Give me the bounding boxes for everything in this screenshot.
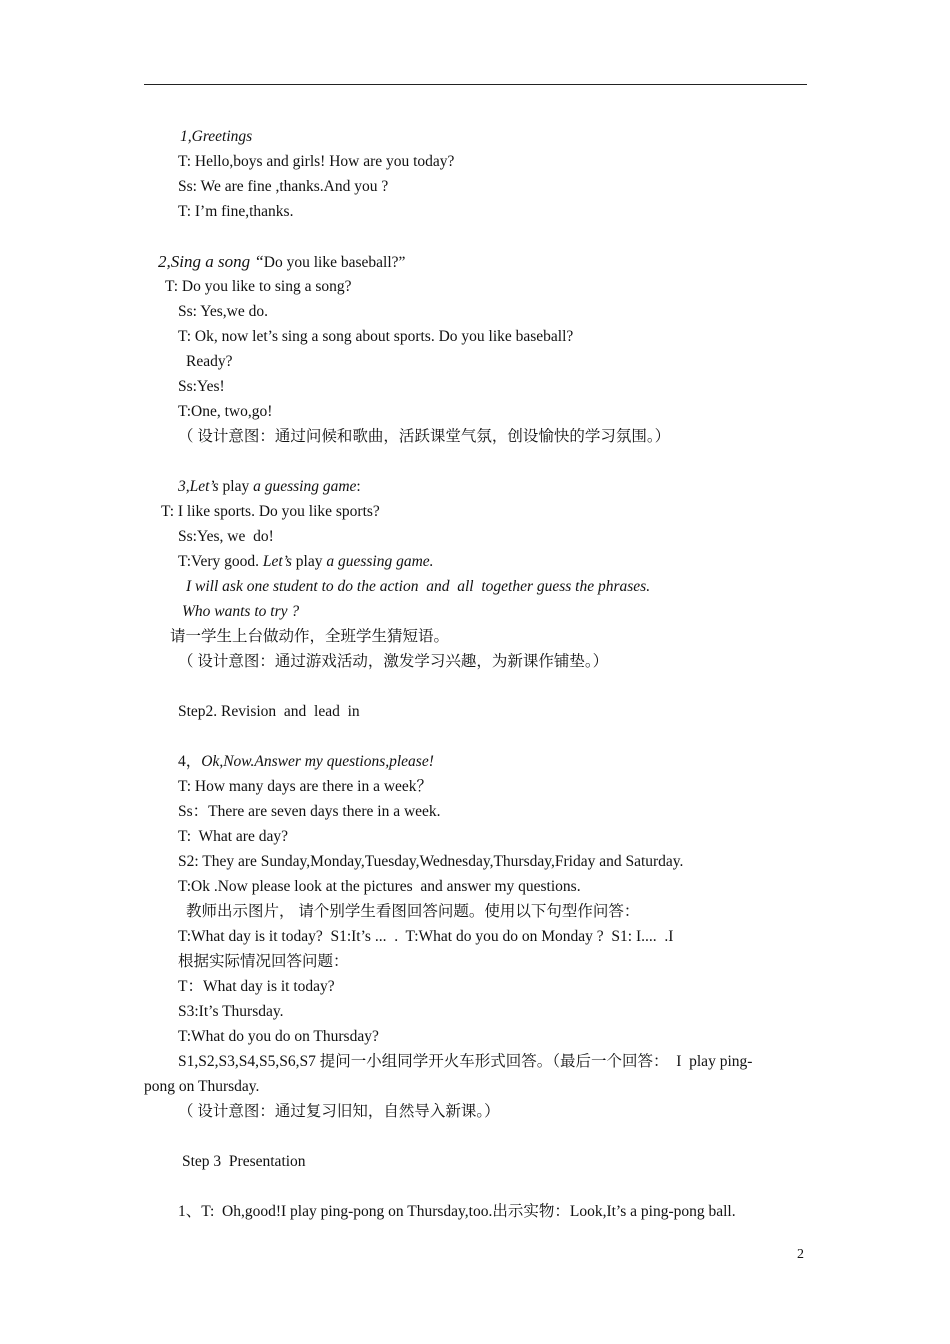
heading-italic: 2,Sing a song “ <box>158 252 264 271</box>
dialogue-line: T:What do you do on Thursday? <box>178 1028 379 1045</box>
step-heading: Step2. Revision and lead in <box>178 703 360 720</box>
heading-part: 4， <box>178 753 202 770</box>
dialogue-line: T: How many days are there in a week？ <box>178 778 433 795</box>
instruction-note: 根据实际情况回答问题： <box>178 953 349 970</box>
heading-part: a guessing game <box>249 478 357 495</box>
dialogue-line: T: Do you like to sing a song? <box>165 278 352 295</box>
dialogue-line: T:Ok .Now please look at the pictures and answer my questions. <box>178 878 581 895</box>
dialogue-line: Ready? <box>186 353 233 370</box>
dialogue-line: S1,S2,S3,S4,S5,S6,S7 提问一小组同学开火车形式回答。（最后一个回答： I play ping- <box>178 1053 753 1070</box>
heading-part: 3,Let’s <box>178 478 223 495</box>
section-heading-sing-a-song <box>158 252 405 273</box>
heading-part: Ok,Now.Answer my questions,please! <box>201 753 434 770</box>
dialogue-line: T: Ok, now let’s sing a song about sports. Do you like baseball? <box>178 328 574 345</box>
section-heading-questions <box>178 752 434 772</box>
dialogue-line: Ss:Yes, we do! <box>178 528 274 545</box>
line-part: Let’s <box>262 553 296 570</box>
section-heading-greetings: 1,Greetings <box>180 128 253 145</box>
dialogue-line: pong on Thursday. <box>144 1078 260 1095</box>
design-intent-note: （ 设计意图：通过问候和歌曲，活跃课堂气氛，创设愉快的学习氛围。） <box>178 428 671 445</box>
header-rule <box>144 84 807 85</box>
dialogue-line: Ss: We are fine ,thanks.And you ? <box>178 178 389 195</box>
step-heading: Step 3 Presentation <box>182 1153 306 1170</box>
dialogue-line: Ss:Yes! <box>178 378 225 395</box>
dialogue-line: T:What day is it today? S1:It’s ... . T:What do you do on Monday ? S1: I.... .I <box>178 928 674 945</box>
dialogue-line: Ss: Yes,we do. <box>178 303 269 320</box>
dialogue-line: T：What day is it today? <box>178 978 335 995</box>
dialogue-line: S2: They are Sunday,Monday,Tuesday,Wednesday,Thursday,Friday and Saturday. <box>178 853 684 870</box>
instruction-note: 请一学生上台做动作，全班学生猜短语。 <box>170 628 450 645</box>
dialogue-line: T: Hello,boys and girls! How are you today? <box>178 153 455 170</box>
dialogue-line: Who wants to try ? <box>182 603 300 620</box>
heading-part: : <box>356 478 361 495</box>
heading-part: play <box>222 478 250 495</box>
line-part: a guessing game. <box>322 553 434 570</box>
dialogue-line: I will ask one student to do the action and all together guess the phrases. <box>186 578 651 595</box>
instruction-note: 教师出示图片， 请个别学生看图回答问题。使用以下句型作问答： <box>186 903 640 920</box>
design-intent-note: （ 设计意图：通过游戏活动，激发学习兴趣，为新课作铺垫。） <box>178 653 609 670</box>
dialogue-line: T: What are day? <box>178 828 288 845</box>
dialogue-line: 1、T: Oh,good!I play ping-pong on Thursday,too.出示实物：Look,It’s a ping-pong ball. <box>178 1203 736 1220</box>
line-part: T:Very good. <box>178 553 263 570</box>
design-intent-note: （ 设计意图：通过复习旧知，自然导入新课。） <box>178 1103 500 1120</box>
dialogue-line <box>178 552 434 572</box>
line-part: play <box>295 553 323 570</box>
dialogue-line: T: I like sports. Do you like sports? <box>161 503 380 520</box>
dialogue-line: Ss：There are seven days there in a week. <box>178 803 441 820</box>
dialogue-line: T: I’m fine,thanks. <box>178 203 294 220</box>
heading-song-title: Do you like baseball?” <box>263 254 406 271</box>
page-number: 2 <box>797 1247 804 1262</box>
dialogue-line: T:One, two,go! <box>178 403 273 420</box>
dialogue-line: S3:It’s Thursday. <box>178 1003 284 1020</box>
section-heading-guessing-game <box>178 477 361 497</box>
